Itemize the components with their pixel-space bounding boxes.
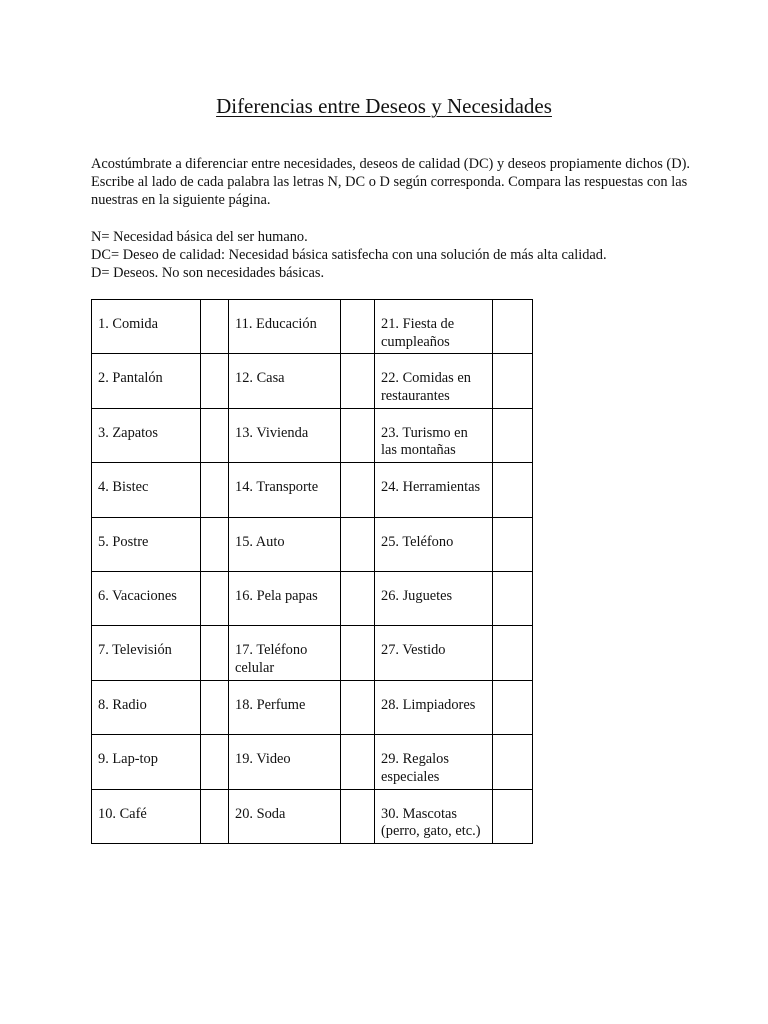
answer-cell[interactable] xyxy=(341,463,375,517)
answer-cell[interactable] xyxy=(201,789,229,843)
item-label: 23. Turismo en las montañas xyxy=(375,408,493,462)
item-label: 26. Juguetes xyxy=(375,571,493,625)
table-row xyxy=(92,354,533,408)
answer-cell[interactable] xyxy=(341,517,375,571)
item-label: 25. Teléfono xyxy=(375,517,493,571)
item-label: 15. Auto xyxy=(229,517,341,571)
page-title: Diferencias entre Deseos y Necesidades xyxy=(216,94,552,118)
answer-cell[interactable] xyxy=(341,735,375,789)
answer-cell[interactable] xyxy=(341,789,375,843)
answer-cell[interactable] xyxy=(201,571,229,625)
answer-cell[interactable] xyxy=(201,517,229,571)
answer-cell[interactable] xyxy=(201,354,229,408)
item-label: 1. Comida xyxy=(92,300,201,354)
table-row xyxy=(92,789,533,843)
answer-cell[interactable] xyxy=(493,571,533,625)
item-label: 6. Vacaciones xyxy=(92,571,201,625)
item-label: 29. Regalos especiales xyxy=(375,735,493,789)
legend-d: D= Deseos. No son necesidades básicas. xyxy=(91,265,325,282)
item-label: 19. Video xyxy=(229,735,341,789)
answer-cell[interactable] xyxy=(341,680,375,734)
item-label: 3. Zapatos xyxy=(92,408,201,462)
answer-cell[interactable] xyxy=(341,408,375,462)
answer-cell[interactable] xyxy=(493,517,533,571)
item-label: 30. Mascotas (perro, gato, etc.) xyxy=(375,789,493,843)
item-label: 12. Casa xyxy=(229,354,341,408)
answer-cell[interactable] xyxy=(341,626,375,680)
item-label: 14. Transporte xyxy=(229,463,341,517)
answer-cell[interactable] xyxy=(201,735,229,789)
legend-n: N= Necesidad básica del ser humano. xyxy=(91,229,308,245)
item-label: 2. Pantalón xyxy=(92,354,201,408)
item-label: 21. Fiesta de cumpleaños xyxy=(375,300,493,354)
answer-cell[interactable] xyxy=(201,463,229,517)
answer-cell[interactable] xyxy=(341,354,375,408)
classification-table xyxy=(91,299,533,844)
table-body xyxy=(92,300,533,844)
item-label: 4. Bistec xyxy=(92,463,201,517)
item-label: 28. Limpiadores xyxy=(375,680,493,734)
item-label: 5. Postre xyxy=(92,517,201,571)
table-row xyxy=(92,517,533,571)
table-row xyxy=(92,680,533,734)
answer-cell[interactable] xyxy=(341,571,375,625)
legend xyxy=(91,228,711,283)
item-label: 16. Pela papas xyxy=(229,571,341,625)
answer-cell[interactable] xyxy=(493,300,533,354)
table-row xyxy=(92,300,533,354)
item-label: 7. Televisión xyxy=(92,626,201,680)
item-label: 10. Café xyxy=(92,789,201,843)
item-label: 20. Soda xyxy=(229,789,341,843)
item-label: 9. Lap-top xyxy=(92,735,201,789)
answer-cell[interactable] xyxy=(493,463,533,517)
answer-cell[interactable] xyxy=(493,735,533,789)
answer-cell[interactable] xyxy=(493,680,533,734)
answer-cell[interactable] xyxy=(201,626,229,680)
item-label: 22. Comidas en restaurantes xyxy=(375,354,493,408)
answer-cell[interactable] xyxy=(201,408,229,462)
answer-cell[interactable] xyxy=(493,626,533,680)
table-row xyxy=(92,463,533,517)
item-label: 17. Teléfono celular xyxy=(229,626,341,680)
legend-dc: DC= Deseo de calidad: Necesidad básica satisfecha con una solución de más alta calidad. xyxy=(91,247,607,264)
item-label: 18. Perfume xyxy=(229,680,341,734)
table-row xyxy=(92,408,533,462)
table-row xyxy=(92,571,533,625)
table-row xyxy=(92,735,533,789)
answer-cell[interactable] xyxy=(201,680,229,734)
item-label: 8. Radio xyxy=(92,680,201,734)
answer-cell[interactable] xyxy=(493,789,533,843)
answer-cell[interactable] xyxy=(341,300,375,354)
instructions-paragraph: Acostúmbrate a diferenciar entre necesidades, deseos de calidad (DC) y deseos propiamente dichos (D). Escribe al lado de cada palabra las letras N, DC o D según corresponda. Compara las respuestas con las nuestras en la siguiente página. xyxy=(91,156,690,209)
item-label: 27. Vestido xyxy=(375,626,493,680)
answer-cell[interactable] xyxy=(201,300,229,354)
table-row xyxy=(92,626,533,680)
item-label: 24. Herramientas xyxy=(375,463,493,517)
answer-cell[interactable] xyxy=(493,408,533,462)
item-label: 13. Vivienda xyxy=(229,408,341,462)
answer-cell[interactable] xyxy=(493,354,533,408)
item-label: 11. Educación xyxy=(229,300,341,354)
